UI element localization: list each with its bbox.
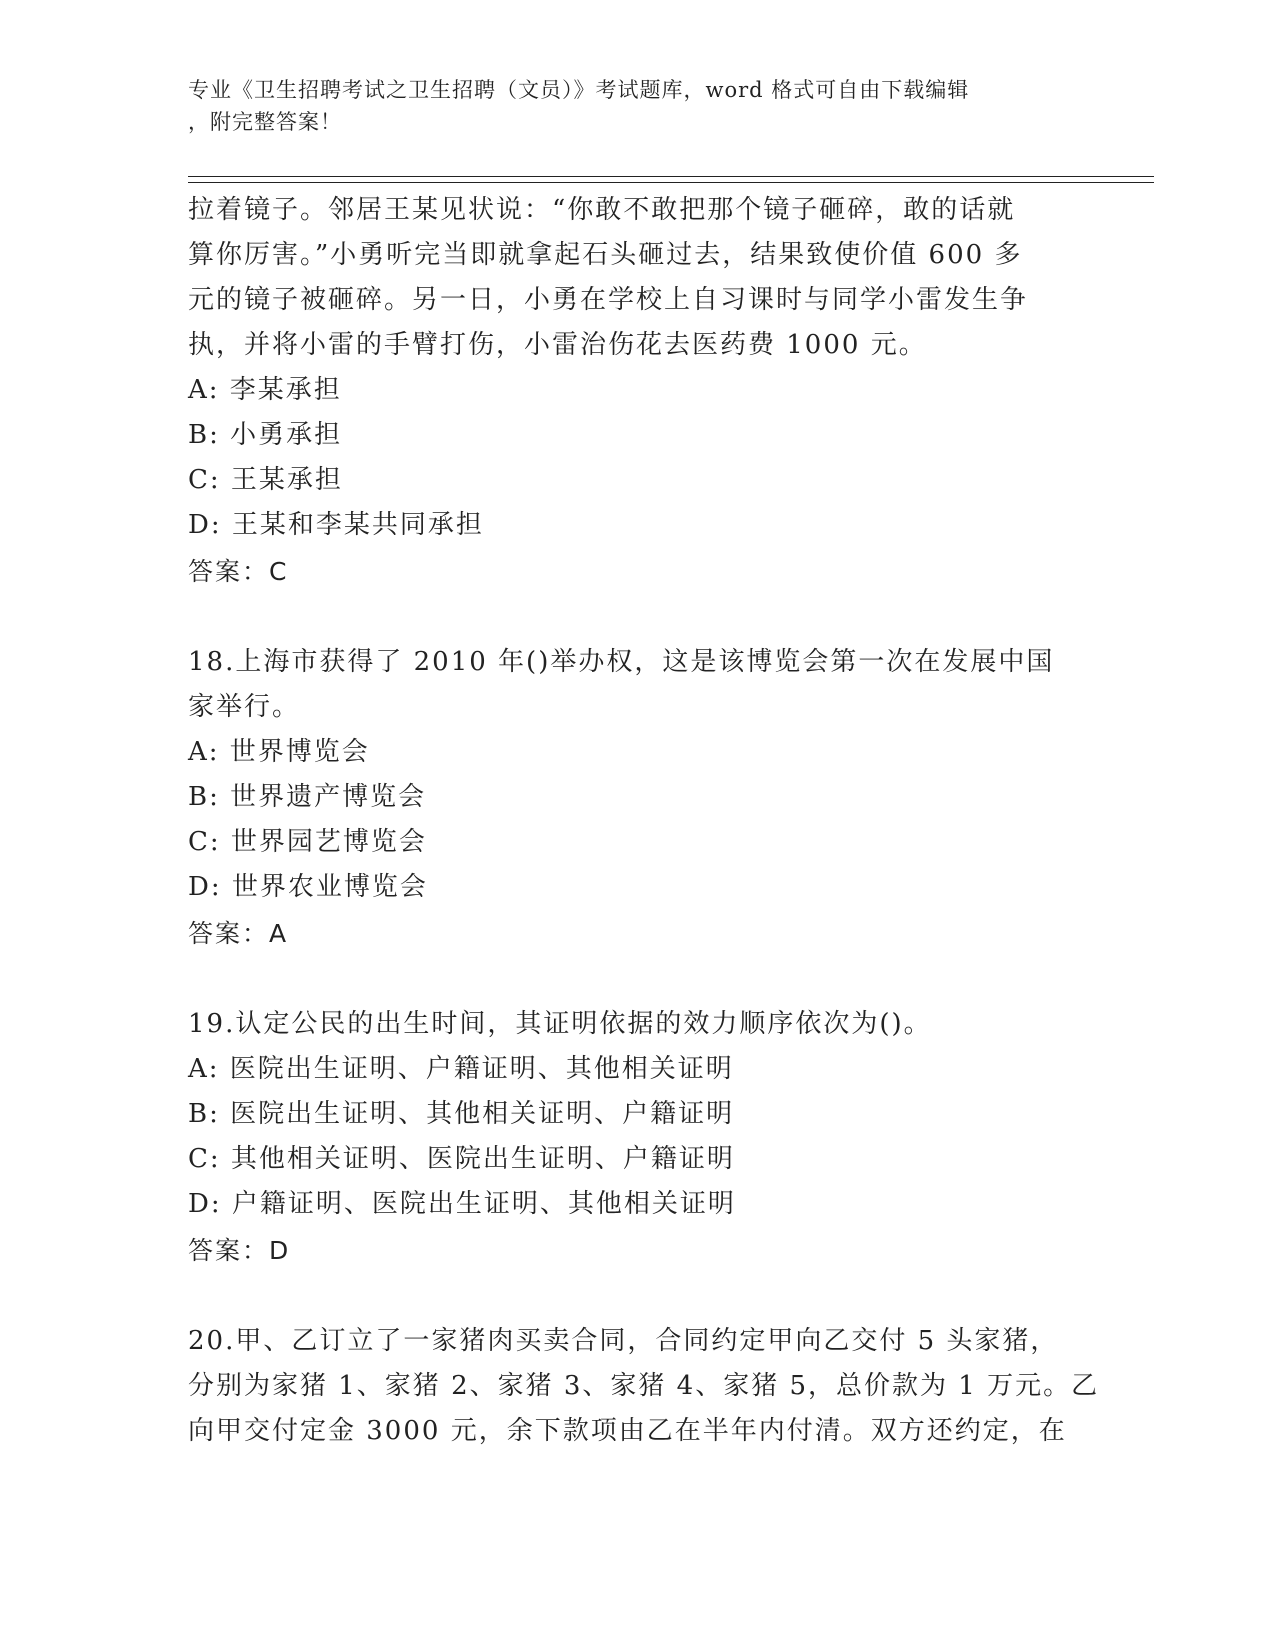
question-20 — [188, 1319, 1100, 1454]
question-18 — [188, 640, 1088, 957]
question-text-line: 执，并将小雷的手臂打伤，小雷治伤花去医药费 1000 元。 — [188, 330, 927, 360]
header-rule-top — [188, 176, 1154, 177]
question-19 — [188, 1002, 1088, 1274]
question-text-line: 20.甲、乙订立了一家猪肉买卖合同，合同约定甲向乙交付 5 头家猪， — [188, 1326, 1059, 1356]
question-text-line: 18.上海市获得了 2010 年()举办权，这是该博览会第一次在发展中国 — [188, 647, 1055, 677]
option-d: D: 世界农业博览会 — [188, 872, 428, 902]
question-text-line: 拉着镜子。邻居王某见状说：“你敢不敢把那个镜子砸碎，敢的话就 — [188, 195, 1016, 225]
question-text-line: 家举行。 — [188, 692, 301, 722]
header-line-2: ，附完整答案！ — [188, 110, 342, 134]
option-d: D: 王某和李某共同承担 — [188, 510, 484, 540]
header-rule-bottom — [188, 182, 1154, 183]
question-text-line: 19.认定公民的出生时间，其证明依据的效力顺序依次为()。 — [188, 1009, 932, 1039]
option-c: C: 其他相关证明、医院出生证明、户籍证明 — [188, 1144, 735, 1174]
question-text-line: 向甲交付定金 3000 元，余下款项由乙在半年内付清。双方还约定，在 — [188, 1416, 1067, 1446]
question-content — [188, 188, 1100, 1454]
option-c: C: 世界园艺博览会 — [188, 827, 427, 857]
answer-line: 答案：D — [188, 1236, 291, 1265]
answer-line: 答案：C — [188, 557, 289, 586]
option-a: A: 李某承担 — [188, 375, 342, 405]
option-d: D: 户籍证明、医院出生证明、其他相关证明 — [188, 1189, 736, 1219]
option-a: A: 医院出生证明、户籍证明、其他相关证明 — [188, 1054, 734, 1084]
option-b: B: 世界遗产博览会 — [188, 782, 427, 812]
question-text-line: 分别为家猪 1、家猪 2、家猪 3、家猪 4、家猪 5，总价款为 1 万元。乙 — [188, 1371, 1100, 1401]
question-text-line: 算你厉害。”小勇听完当即就拿起石头砸过去，结果致使价值 600 多 — [188, 240, 1023, 270]
option-a: A: 世界博览会 — [188, 737, 370, 767]
document-header — [188, 74, 1088, 138]
question-text-line: 元的镜子被砸碎。另一日，小勇在学校上自习课时与同学小雷发生争 — [188, 285, 1029, 315]
header-line-1: 专业《卫生招聘考试之卫生招聘（文员）》考试题库，word 格式可自由下载编辑 — [188, 78, 970, 102]
answer-line: 答案：A — [188, 919, 289, 948]
question-17-continuation — [188, 188, 1088, 595]
option-c: C: 王某承担 — [188, 465, 343, 495]
option-b: B: 小勇承担 — [188, 420, 343, 450]
option-b: B: 医院出生证明、其他相关证明、户籍证明 — [188, 1099, 735, 1129]
